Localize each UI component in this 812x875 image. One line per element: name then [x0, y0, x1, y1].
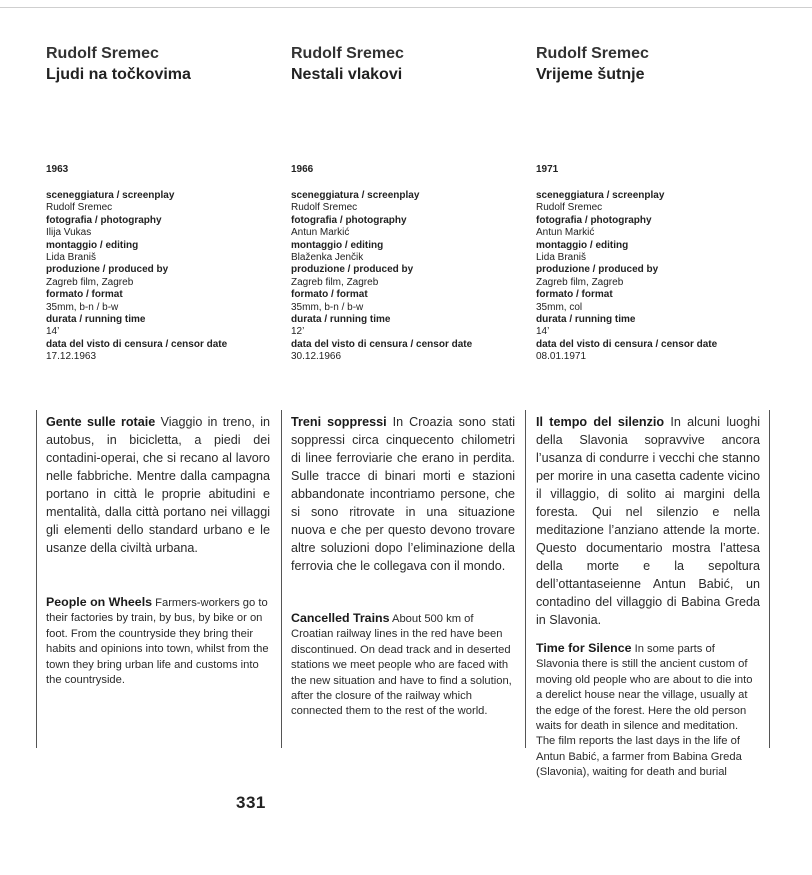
- credit-label: durata / running time: [536, 314, 636, 326]
- italian-synopsis: [291, 413, 515, 575]
- credit-value: Antun Markić: [536, 227, 595, 239]
- credit-value: Antun Markić: [291, 227, 350, 239]
- credit-label: durata / running time: [291, 314, 391, 326]
- credit-value: 12’: [291, 326, 305, 338]
- italian-synopsis-title: Gente sulle rotaie: [46, 415, 156, 429]
- credit-value: 08.01.1971: [536, 351, 587, 363]
- english-synopsis-title: Time for Silence: [536, 641, 632, 655]
- credit-label: montaggio / editing: [46, 239, 139, 251]
- credit-value: Zagreb film, Zagreb: [536, 276, 624, 288]
- english-synopsis: [291, 611, 515, 720]
- credits-list: [46, 190, 227, 364]
- italian-synopsis-text: Viaggio in treno, in autobus, in bicicletta, a piedi dei contadini-operai, che si recano al lavoro nelle fabbriche. Mentre dalla campagna portano in città le proprie abitudini e mentalità, dalla città portano nei villaggi gli elementi dello standard urbano e le usanze della civiltà urbana.: [46, 415, 271, 555]
- english-synopsis: [536, 641, 760, 781]
- english-synopsis-text: In some parts of Slavonia there is still the ancient custom of moving old people who are about to die into a derelict house near the village, usually at the edge of the forest. Here the old person waits for death in silence and meditation. The film reports the last days in the life of Antun Babić, a farmer from Babina Greda (Slavonia), waiting for death and burial: [536, 643, 753, 779]
- english-synopsis: [46, 595, 270, 688]
- italian-synopsis-text: In alcuni luoghi della Slavonia sopravvive ancora l’usanza di condurre i vecchi che stanno per morire in una casetta cadente vicino il villaggio, di solito ai margini della foresta. Qui nel silenzio e nella meditazione l’anziano attende la morte. Questo documentario mostra l’attesa della morte e la sepoltura dell’ottantaseienne Antun Babić, un contadino del villaggio di Babina Greda in Slavonia.: [536, 415, 760, 627]
- credit-value: 14’: [536, 326, 550, 338]
- credit-value: Ilija Vukas: [46, 227, 92, 239]
- credit-value: Zagreb film, Zagreb: [46, 276, 134, 288]
- credit-value: 35mm, b-n / b-w: [46, 301, 119, 313]
- credit-label: formato / format: [46, 289, 123, 301]
- column-rule: [281, 410, 282, 748]
- credit-value: Rudolf Sremec: [536, 202, 603, 214]
- director-name: Rudolf Sremec: [46, 45, 159, 62]
- director-name: Rudolf Sremec: [291, 45, 404, 62]
- credit-label: data del visto di censura / censor date: [46, 338, 228, 350]
- credit-label: sceneggiatura / screenplay: [291, 190, 420, 201]
- credit-value: Rudolf Sremec: [46, 202, 113, 214]
- director-name: Rudolf Sremec: [536, 45, 649, 62]
- film-title: Ljudi na točkovima: [46, 66, 191, 83]
- column-rule: [525, 410, 526, 748]
- film-column-3: [536, 44, 768, 779]
- credit-label: produzione / produced by: [46, 264, 169, 276]
- film-column-2: [291, 44, 523, 718]
- film-column-1: [46, 44, 278, 687]
- credit-value: Blaženka Jenčik: [291, 252, 364, 264]
- credit-label: data del visto di censura / censor date: [291, 338, 473, 350]
- credit-label: montaggio / editing: [536, 239, 629, 251]
- credit-label: fotografia / photography: [536, 214, 652, 226]
- english-synopsis-text: Farmers-workers go to their factories by train, by bus, by bike or on foot. From the countryside they bring their habits and opinions into town, whilst from the town they bring urban life and customs into the countryside.: [46, 597, 269, 687]
- credit-label: sceneggiatura / screenplay: [536, 190, 665, 201]
- credit-value: 35mm, b-n / b-w: [291, 301, 364, 313]
- credit-value: Lida Braniš: [46, 252, 97, 264]
- credit-value: Rudolf Sremec: [291, 202, 358, 214]
- italian-synopsis-title: Treni soppressi: [291, 415, 387, 429]
- credit-label: fotografia / photography: [291, 214, 407, 226]
- film-year: 1963: [46, 164, 69, 175]
- credit-value: 17.12.1963: [46, 351, 97, 363]
- credit-label: produzione / produced by: [291, 264, 414, 276]
- credit-label: produzione / produced by: [536, 264, 659, 276]
- credit-value: 35mm, col: [536, 301, 583, 313]
- credit-value: Zagreb film, Zagreb: [291, 276, 379, 288]
- italian-synopsis-text: In Croazia sono stati soppressi circa cinquecento chilometri di linee ferroviarie che erano in perdita. Sulle tracce di binari morti e stazioni abbandonate incontriamo persone, che si sono ritrovate in una situazione nuova e che per questo devono trovare altre soluzioni dopo l’eliminazione della ferrovia che le collegava con il mondo.: [291, 415, 515, 573]
- credit-label: formato / format: [536, 289, 613, 301]
- credit-label: sceneggiatura / screenplay: [46, 190, 175, 201]
- credit-label: montaggio / editing: [291, 239, 384, 251]
- credit-value: 14’: [46, 326, 60, 338]
- film-title: Vrijeme šutnje: [536, 66, 645, 83]
- credit-value: 30.12.1966: [291, 351, 342, 363]
- column-rule: [36, 410, 37, 748]
- italian-synopsis: [536, 413, 760, 629]
- credits-list: [536, 190, 717, 364]
- credits-list: [291, 190, 472, 364]
- film-year: 1966: [291, 164, 314, 175]
- english-synopsis-title: People on Wheels: [46, 595, 153, 609]
- english-synopsis-text: About 500 km of Croatian railway lines in the red have been discontinued. On dead track and in deserted stations we meet people who are faced with the new situation and have to find a solution, after the closure of the railway which connected them to the rest of the world.: [291, 613, 512, 718]
- italian-synopsis-title: Il tempo del silenzio: [536, 415, 665, 429]
- italian-synopsis: [46, 413, 270, 557]
- film-year: 1971: [536, 164, 559, 175]
- credit-label: formato / format: [291, 289, 368, 301]
- film-title: Nestali vlakovi: [291, 66, 403, 83]
- english-synopsis-title: Cancelled Trains: [291, 611, 390, 625]
- credit-label: fotografia / photography: [46, 214, 162, 226]
- top-rule: [0, 7, 812, 8]
- column-rule: [769, 410, 770, 748]
- credit-label: data del visto di censura / censor date: [536, 338, 718, 350]
- credit-label: durata / running time: [46, 314, 146, 326]
- page-number: 331: [236, 793, 266, 812]
- credit-value: Lida Braniš: [536, 252, 587, 264]
